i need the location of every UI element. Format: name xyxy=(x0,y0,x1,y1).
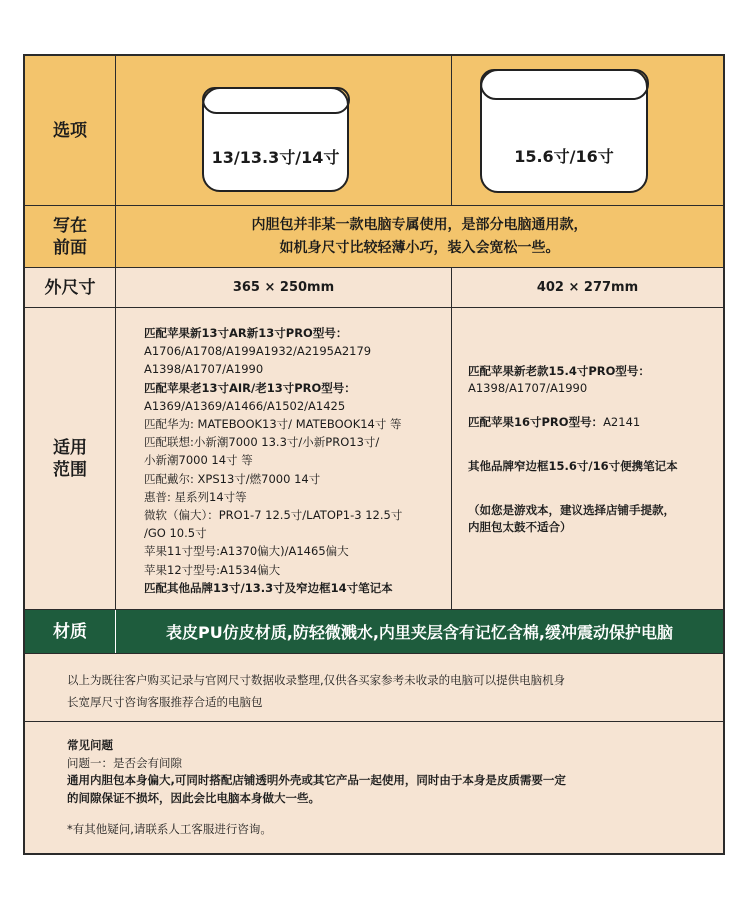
faq-answer-line1: 通用内胆包本身偏大,可同时搭配店铺透明外壳或其它产品一起使用，同时由于本身是皮质需要一定 xyxy=(67,773,566,787)
scope-line: 匹配联想:小新潮7000 13.3寸/小新PRO13寸/ xyxy=(144,435,380,450)
apple-16-title: 匹配苹果16寸PRO型号： xyxy=(468,415,604,429)
scope-line: 苹果12寸型号:A1534偏大 xyxy=(144,562,281,577)
large-pouch-icon xyxy=(480,69,648,193)
apple-new-models: A1398/A1707/A1990 xyxy=(468,381,588,395)
scope-line: 匹配戴尔: XPS13寸/燃7000 14寸 xyxy=(144,471,321,486)
scope-line: A1706/A1708/A199A1932/A2195A2179 xyxy=(144,344,372,359)
option-small xyxy=(116,56,452,205)
pouch-flap-icon xyxy=(480,69,649,100)
scope-line: 惠普: 星系列14寸等 xyxy=(144,489,247,504)
faq-question-1: 问题一：是否会有间隙 xyxy=(67,755,182,770)
option-small-label: 13/13.3寸/14寸 xyxy=(211,148,340,167)
scope-line: A1398/A1707/A1990 xyxy=(144,362,264,377)
scope-label-line2: 范围 xyxy=(53,459,87,480)
preface-line1: 内胆包并非某一款电脑专属使用，是部分电脑通用款， xyxy=(251,216,588,233)
game-note-line2: 内胆包太鼓不适合） xyxy=(468,520,572,534)
scope-line: A1369/A1369/A1466/A1502/A1425 xyxy=(144,398,346,413)
scope-line: 匹配苹果新13寸AR新13寸PRO型号： xyxy=(144,326,348,340)
note-line2: 长宽厚尺寸咨询客服推荐合适的电脑包 xyxy=(67,695,263,709)
apple-new-title: 匹配苹果新老款15.4寸PRO型号： xyxy=(468,364,650,378)
material-row xyxy=(25,610,723,654)
scope-line: 苹果11寸型号:A1370偏大)/A1465偏大 xyxy=(144,544,349,559)
material-label: 材质 xyxy=(25,610,116,653)
scope-line: 小新潮7000 14寸 等 xyxy=(144,453,253,468)
faq-footer: *有其他疑问,请联系人工客服进行咨询。 xyxy=(67,822,272,836)
pouch-flap-icon xyxy=(202,87,350,114)
scope-line: 匹配苹果老13寸AIR/老13寸PRO型号： xyxy=(144,380,356,395)
note-row xyxy=(25,654,723,722)
preface-label-line1: 写在 xyxy=(53,215,87,236)
preface-text xyxy=(116,206,723,267)
faq-answer-line2: 的间隙保证不损坏，因此会比电脑本身做大一些。 xyxy=(67,790,320,805)
scope-line: 匹配华为: MATEBOOK13寸/ MATEBOOK14寸 等 xyxy=(144,417,402,432)
option-large xyxy=(452,56,723,205)
option-large-label: 15.6寸/16寸 xyxy=(514,147,614,166)
options-label: 选项 xyxy=(25,56,116,205)
faq-row xyxy=(25,722,723,853)
size-row xyxy=(25,268,723,308)
scope-line: /GO 10.5寸 xyxy=(144,526,207,541)
faq-title: 常见问题 xyxy=(67,738,113,752)
preface-line2: 如机身尺寸比较轻薄小巧，装入会宽松一些。 xyxy=(279,239,560,256)
scope-label-line1: 适用 xyxy=(53,437,87,458)
preface-label-line2: 前面 xyxy=(53,237,87,258)
scope-small-list xyxy=(116,308,452,609)
preface-row xyxy=(25,206,723,268)
options-row xyxy=(25,56,723,206)
size-small: 365 × 250mm xyxy=(116,268,452,307)
scope-line: 微软（偏大）：PRO1-7 12.5寸/LATOP1-3 12.5寸 xyxy=(144,508,403,523)
material-text: 表皮PU仿皮材质,防轻微溅水,内里夹层含有记忆含棉,缓冲震动保护电脑 xyxy=(166,623,673,642)
scope-label xyxy=(25,308,116,609)
preface-label xyxy=(25,206,116,267)
size-label: 外尺寸 xyxy=(25,268,116,307)
note-line1: 以上为既往客户购买记录与官网尺寸数据收录整理,仅供各买家参考未收录的电脑可以提供电脑机身 xyxy=(67,673,566,687)
scope-large-list xyxy=(452,308,723,609)
game-note-line1: （如您是游戏本，建议选择店铺手提款， xyxy=(468,503,675,517)
size-large: 402 × 277mm xyxy=(536,280,639,295)
small-pouch-icon xyxy=(202,87,349,192)
scope-row xyxy=(25,308,723,610)
size-comparison-table xyxy=(23,54,725,855)
scope-line: 匹配其他品牌13寸/13.3寸及窄边框14寸笔记本 xyxy=(144,580,393,595)
apple-16-model: A2141 xyxy=(603,415,641,429)
other-brands: 其他品牌窄边框15.6寸/16寸便携笔记本 xyxy=(468,459,678,473)
